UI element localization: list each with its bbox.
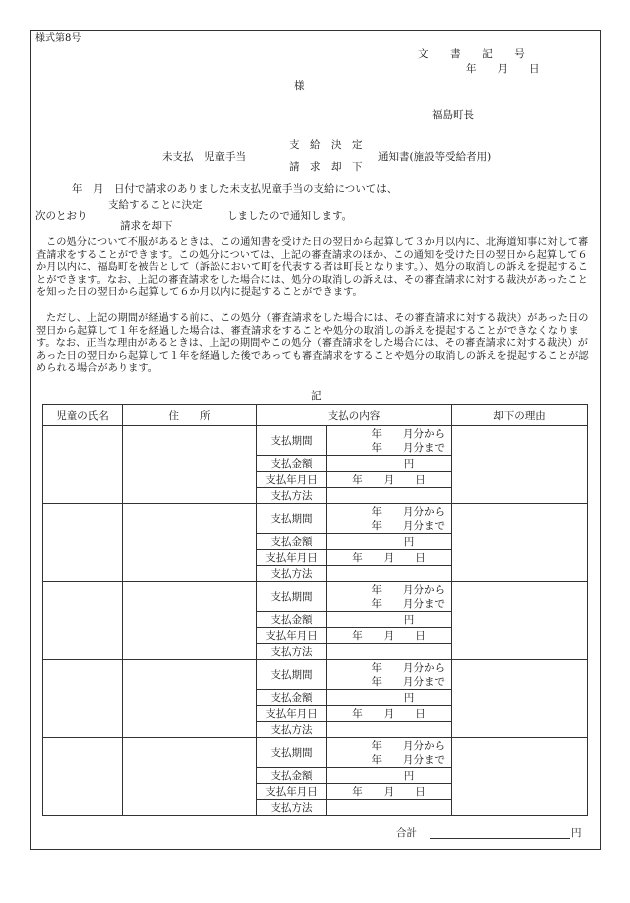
label-period: 支払期間 [257,504,327,534]
total-field[interactable] [430,838,570,839]
period-to: 年 月分まで [371,597,445,610]
table-row [43,504,588,534]
form-number: 様式第8号 [35,33,82,44]
period-to: 年 月分まで [371,519,445,532]
title-left: 未支払 児童手当 [162,151,246,163]
child-name-cell[interactable] [43,582,123,660]
child-name-cell[interactable] [43,660,123,738]
label-amount: 支払金額 [257,534,327,550]
period-to: 年 月分まで [371,753,445,766]
rejection-reason-cell[interactable] [452,660,588,738]
label-date: 支払年月日 [257,628,327,644]
period-from: 年 月分から [371,427,445,440]
address-cell[interactable] [123,660,257,738]
label-method: 支払方法 [257,566,327,582]
label-amount: 支払金額 [257,690,327,706]
label-date: 支払年月日 [257,550,327,566]
total-label: 合計 [396,827,417,839]
date-line: 年 月 日 [466,63,540,75]
header-rejection-reason: 却下の理由 [452,405,588,426]
value-period[interactable] [327,582,452,612]
child-name-cell[interactable] [43,504,123,582]
label-method: 支払方法 [257,644,327,660]
period-from: 年 月分から [371,739,445,752]
payment-table [42,404,588,816]
period-from: 年 月分から [371,505,445,518]
value-date[interactable]: 年 月 日 [327,706,452,722]
label-method: 支払方法 [257,488,327,504]
period-from: 年 月分から [371,583,445,596]
ki-mark: 記 [311,390,322,402]
label-amount: 支払金額 [257,456,327,472]
child-name-cell[interactable] [43,426,123,504]
title-option-rejection: 請 求 却 下 [289,161,363,173]
table-row [43,738,588,768]
address-cell[interactable] [123,582,257,660]
intro-option-pay: 支給することに決定 [108,199,203,211]
label-period: 支払期間 [257,426,327,456]
appeal-paragraph-1: この処分について不服があるときは、この通知書を受けた日の翌日から起算して３か月以内に、北海道知事に対して審査請求をすることができます。この処分については、上記の審査請求のほか、この通知を受けた日の翌日から起算して６か月以内に、福島町を被告として（訴訟において町を代表する者は町長となります。）、処分の取消しの訴えを提起することができます。なお、上記の審査請求をした場合には、処分の取消しの訴えは、その審査請求に対する裁決があったことを知った日の翌日から起算して６か月以内に提起することができます。 [36,237,589,299]
table-row [43,582,588,612]
address-cell[interactable] [123,504,257,582]
label-date: 支払年月日 [257,784,327,800]
value-method[interactable] [327,566,452,582]
value-amount[interactable]: 円 [327,690,452,706]
document-number: 文 書 記 号 [418,48,525,60]
rejection-reason-cell[interactable] [452,582,588,660]
label-date: 支払年月日 [257,706,327,722]
issuer: 福島町長 [432,109,474,121]
value-method[interactable] [327,644,452,660]
table-header-row [43,405,588,426]
label-period: 支払期間 [257,738,327,768]
value-amount[interactable]: 円 [327,768,452,784]
label-amount: 支払金額 [257,768,327,784]
value-amount[interactable]: 円 [327,456,452,472]
table-row [43,660,588,690]
label-method: 支払方法 [257,722,327,738]
appeal-paragraph-2: ただし、上記の期間が経過する前に、この処分（審査請求をした場合には、その審査請求に対する裁決）があった日の翌日から起算して１年を経過した場合は、審査請求をすることや処分の取消しの訴えを提起することができなくなります。なお、正当な理由があるときは、上記の期間やこの処分（審査請求をした場合には、その審査請求に対する裁決）があった日の翌日から起算して１年を経過した後であっても審査請求をすることや処分の取消しの訴えを提起することが認められる場合があります。 [36,313,589,375]
value-date[interactable]: 年 月 日 [327,628,452,644]
value-method[interactable] [327,722,452,738]
rejection-reason-cell[interactable] [452,426,588,504]
label-period: 支払期間 [257,582,327,612]
value-date[interactable]: 年 月 日 [327,784,452,800]
header-child-name: 児童の氏名 [43,405,123,426]
intro-left: 次のとおり [35,210,88,222]
label-method: 支払方法 [257,800,327,816]
period-to: 年 月分まで [371,675,445,688]
child-name-cell[interactable] [43,738,123,816]
value-period[interactable] [327,660,452,690]
value-method[interactable] [327,488,452,504]
value-date[interactable]: 年 月 日 [327,550,452,566]
value-period[interactable] [327,426,452,456]
rejection-reason-cell[interactable] [452,738,588,816]
value-period[interactable] [327,738,452,768]
title-option-decision: 支 給 決 定 [289,139,363,151]
value-method[interactable] [327,800,452,816]
title-right: 通知書(施設等受給者用) [378,151,492,163]
address-cell[interactable] [123,738,257,816]
address-cell[interactable] [123,426,257,504]
period-to: 年 月分まで [371,441,445,454]
label-date: 支払年月日 [257,472,327,488]
table-row [43,426,588,456]
recipient-suffix: 様 [294,80,305,92]
value-date[interactable]: 年 月 日 [327,472,452,488]
header-payment-content: 支払の内容 [257,405,452,426]
value-amount[interactable]: 円 [327,612,452,628]
period-from: 年 月分から [371,661,445,674]
label-amount: 支払金額 [257,612,327,628]
total-unit: 円 [571,827,582,839]
intro-end: しましたので通知します。 [227,210,353,222]
rejection-reason-cell[interactable] [452,504,588,582]
intro-line: 年 月 日付で請求のありました未支払児童手当の支給については、 [72,183,398,195]
intro-option-reject: 請求を却下 [120,220,173,232]
label-period: 支払期間 [257,660,327,690]
value-period[interactable] [327,504,452,534]
value-amount[interactable]: 円 [327,534,452,550]
header-address: 住 所 [123,405,257,426]
